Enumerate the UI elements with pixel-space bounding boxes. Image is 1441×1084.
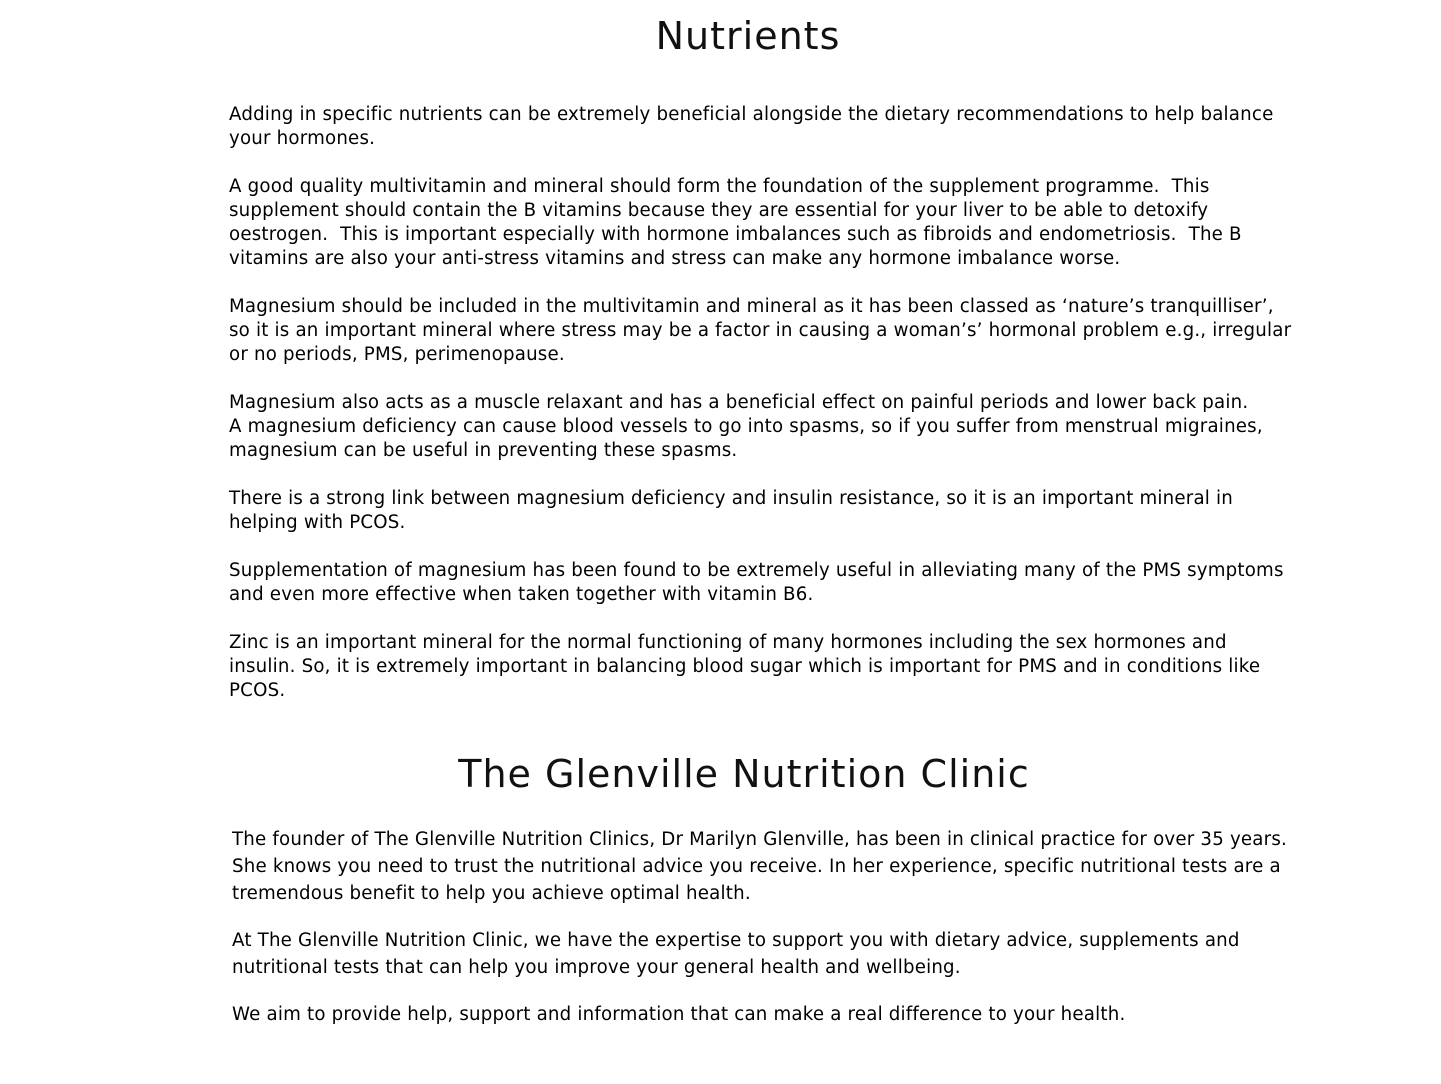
clinic-section <box>232 826 1287 1048</box>
clinic-expertise-paragraph: At The Glenville Nutrition Clinic, we have the expertise to support you with dietary advice, supplements and nutritional tests that can help you improve your general health and wellbeing. <box>232 930 1240 978</box>
multivitamin-paragraph: A good quality multivitamin and mineral should form the foundation of the supplement programme. This supplement should contain the B vitamins because they are essential for your liver to be able to detoxify oestrogen. This is important especially with hormone imbalances such as fibroids and endometriosis. The B vitamins are also your anti-stress vitamins and stress can make any hormone imbalance worse. <box>229 176 1242 269</box>
magnesium-relaxant-paragraph: Magnesium also acts as a muscle relaxant and has a beneficial effect on painful periods and lower back pain. A magnesium deficiency can cause blood vessels to go into spasms, so if you suffer from menstrual migraines, magnesium can be useful in preventing these spasms. <box>229 392 1263 461</box>
magnesium-pms-paragraph: Supplementation of magnesium has been found to be extremely useful in alleviating many of the PMS symptoms and even more effective when taken together with vitamin B6. <box>229 560 1284 605</box>
nutrients-section <box>229 103 1292 727</box>
clinic-heading: The Glenville Nutrition Clinic <box>458 752 1030 796</box>
magnesium-pcos-paragraph: There is a strong link between magnesium deficiency and insulin resistance, so it is an important mineral in helping with PCOS. <box>229 488 1234 533</box>
nutrients-intro-paragraph: Adding in specific nutrients can be extremely beneficial alongside the dietary recommendations to help balance your hormones. <box>229 104 1274 149</box>
magnesium-stress-paragraph: Magnesium should be included in the multivitamin and mineral as it has been classed as ‘nature’s tranquilliser’, so it is an important mineral where stress may be a factor in causing a woman’s’ hormonal problem e.g., irregular or no periods, PMS, perimenopause. <box>229 296 1292 365</box>
clinic-aim-paragraph: We aim to provide help, support and information that can make a real difference to your health. <box>232 1004 1126 1025</box>
clinic-founder-paragraph: The founder of The Glenville Nutrition Clinics, Dr Marilyn Glenville, has been in clinical practice for over 35 years. She knows you need to trust the nutritional advice you receive. In her experience, specific nutritional tests are a tremendous benefit to help you achieve optimal health. <box>232 829 1287 904</box>
nutrients-heading: Nutrients <box>655 14 841 58</box>
zinc-paragraph: Zinc is an important mineral for the normal functioning of many hormones including the sex hormones and insulin. So, it is extremely important in balancing blood sugar which is important for PMS and in conditions like PCOS. <box>229 632 1261 701</box>
